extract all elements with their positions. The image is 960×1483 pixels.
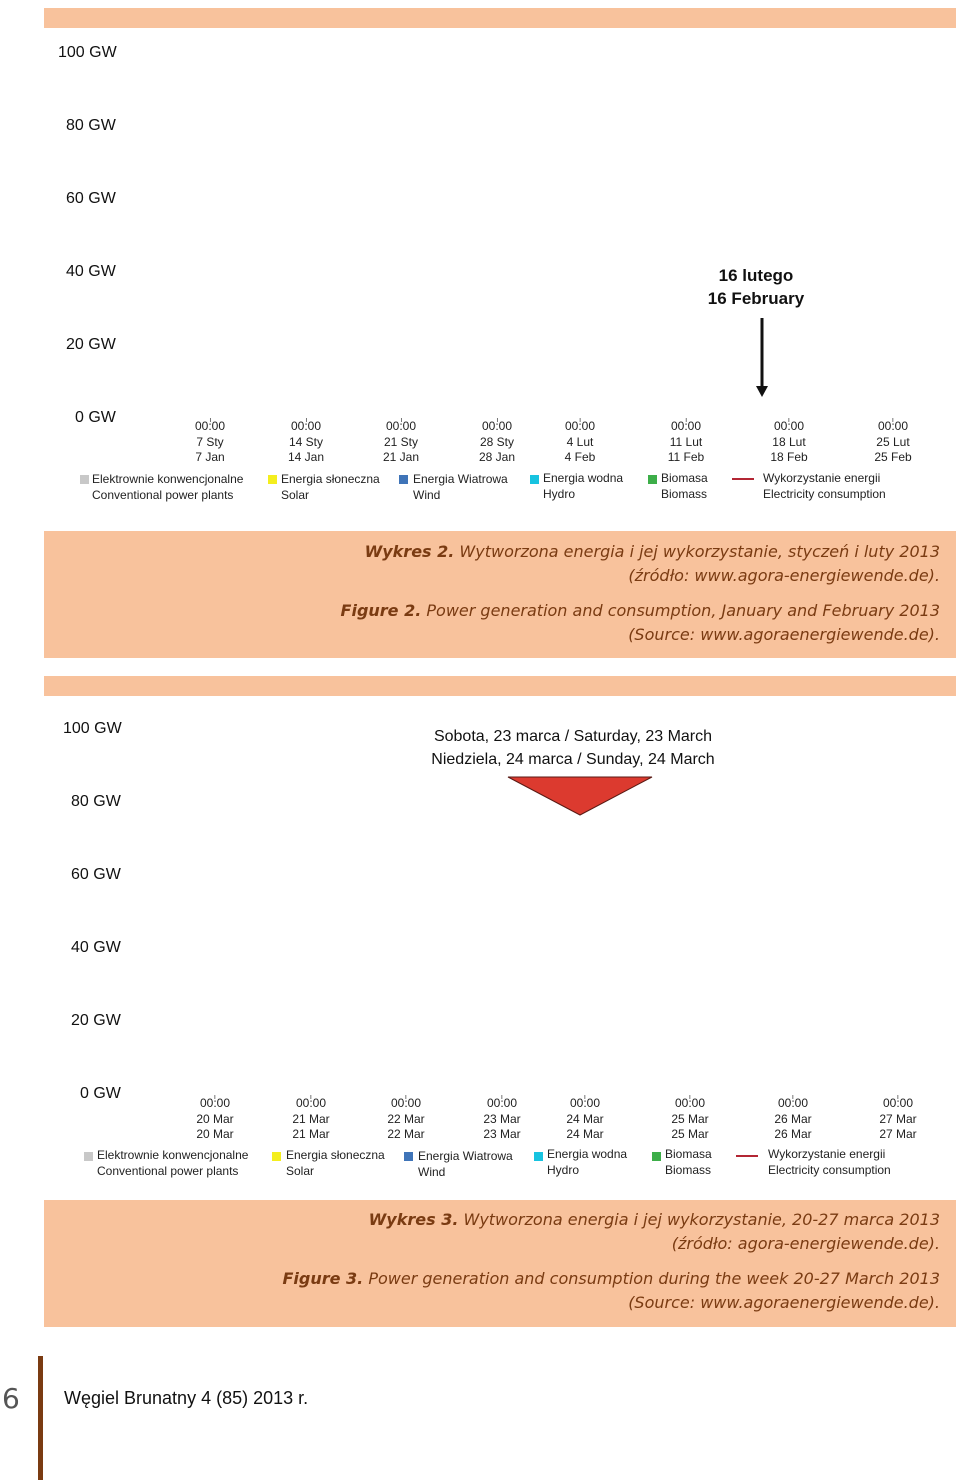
legend-item-solar: Energia słoneczna Solar <box>281 472 380 502</box>
legend-item-biomass: Biomasa Biomass <box>665 1147 712 1177</box>
chart1-annotation-pl: 16 lutego <box>718 266 794 285</box>
chart2-ytick-60: 60 GW <box>71 866 121 883</box>
chart2-ytick-80: 80 GW <box>71 793 121 810</box>
legend-swatch-solar <box>268 475 277 484</box>
legend-item-solar: Energia słoneczna Solar <box>286 1148 385 1178</box>
chart2-header-band <box>44 676 956 696</box>
chart2-xtick: 00:00 23 Mar 23 Mar <box>483 1096 521 1141</box>
legend-swatch-hydro <box>534 1152 543 1161</box>
legend-item-consumption: Wykorzystanie energii Electricity consumption <box>763 471 886 501</box>
chart2-xtick: 00:00 22 Mar 22 Mar <box>387 1096 425 1141</box>
chart2-xtick: 00:00 25 Mar 25 Mar <box>671 1096 709 1141</box>
chart1-ytick-0: 0 GW <box>75 409 116 426</box>
caption-text-en: Power generation and consumption during the week 20-27 March 2013 <box>363 1269 940 1288</box>
legend-item-wind: Energia Wiatrowa Wind <box>413 472 508 502</box>
chart1-annotation-arrow <box>752 318 772 398</box>
caption-text-en: Power generation and consumption, January and February 2013 <box>421 601 940 620</box>
journal-title: Węgiel Brunatny 4 (85) 2013 r. <box>64 1388 309 1408</box>
chart1-ytick-20: 20 GW <box>66 336 116 353</box>
chart2-ytick-100: 100 GW <box>63 720 122 737</box>
chart1-caption <box>341 540 940 647</box>
chart2-annotation <box>431 725 714 771</box>
chart1-xtick: 00:00 7 Sty 7 Jan <box>194 419 226 464</box>
legend-swatch-wind <box>399 475 408 484</box>
chart1-header-band <box>44 8 956 28</box>
chart2-caption <box>282 1208 940 1315</box>
chart1-xtick: 00:00 28 Sty 28 Jan <box>478 419 516 464</box>
chart2-xtick: 00:00 20 Mar 20 Mar <box>196 1096 234 1141</box>
chart1-xtick: 00:00 25 Lut 25 Feb <box>874 419 912 464</box>
chart1-caption-band <box>44 531 956 658</box>
chart1-ytick-60: 60 GW <box>66 190 116 207</box>
chart1-xtick: 00:00 14 Sty 14 Jan <box>287 419 325 464</box>
legend-item-conventional: Elektrownie konwencjonalne Conventional power plants <box>97 1148 249 1178</box>
caption-source-pl: (źródło: agora-energiewende.de). <box>671 1234 940 1253</box>
caption-label-en: Figure 2. <box>340 601 422 620</box>
caption-label-pl: Wykres 2. <box>364 542 455 561</box>
chart2-annotation-arrow <box>507 776 653 816</box>
caption-text-pl: Wytworzona energia i jej wykorzystanie, styczeń i luty 2013 <box>454 542 940 561</box>
chart1-xtick: 00:00 18 Lut 18 Feb <box>770 419 808 464</box>
legend-item-wind: Energia Wiatrowa Wind <box>418 1149 513 1179</box>
chart2-ytick-0: 0 GW <box>80 1085 121 1102</box>
chart1-annotation-en: 16 February <box>707 289 805 308</box>
chart2-caption-band <box>44 1200 956 1327</box>
legend-swatch-biomass <box>652 1152 661 1161</box>
caption-source-en: (Source: www.agoraenergiewende.de). <box>628 625 940 644</box>
chart2-xtick: 00:00 21 Mar 21 Mar <box>292 1096 330 1141</box>
chart2-annotation-sun: Niedziela, 24 marca / Sunday, 24 March <box>431 751 715 768</box>
legend-swatch-wind <box>404 1152 413 1161</box>
chart1-ytick-40: 40 GW <box>66 263 116 280</box>
legend-item-conventional: Elektrownie konwencjonalne Conventional power plants <box>92 472 244 502</box>
page-number: 6 <box>2 1382 20 1415</box>
chart1-xtick: 00:00 11 Lut 11 Feb <box>667 419 705 464</box>
legend-item-biomass: Biomasa Biomass <box>661 471 708 501</box>
legend-item-hydro: Energia wodna Hydro <box>543 471 624 501</box>
chart2-xtick: 00:00 24 Mar 24 Mar <box>566 1096 604 1141</box>
chart1-xtick: 00:00 4 Lut 4 Feb <box>564 419 596 464</box>
caption-text-pl: Wytworzona energia i jej wykorzystanie, 20-27 marca 2013 <box>458 1210 940 1229</box>
legend-swatch-conventional <box>80 475 89 484</box>
chart1-annotation <box>708 264 804 310</box>
legend-swatch-conventional <box>84 1152 93 1161</box>
chart2-xtick: 00:00 27 Mar 27 Mar <box>879 1096 917 1141</box>
chart1-ytick-100: 100 GW <box>58 44 117 61</box>
footer-divider-bar <box>38 1356 43 1480</box>
caption-source-pl: (źródło: www.agora-energiewende.de). <box>628 566 940 585</box>
chart2-ytick-40: 40 GW <box>71 939 121 956</box>
caption-label-pl: Wykres 3. <box>368 1210 459 1229</box>
legend-swatch-consumption <box>732 478 754 480</box>
caption-source-en: (Source: www.agoraenergiewende.de). <box>628 1293 940 1312</box>
legend-swatch-consumption <box>736 1155 758 1157</box>
legend-item-hydro: Energia wodna Hydro <box>547 1147 628 1177</box>
caption-label-en: Figure 3. <box>282 1269 364 1288</box>
legend-swatch-biomass <box>648 475 657 484</box>
legend-swatch-hydro <box>530 475 539 484</box>
legend-swatch-solar <box>272 1152 281 1161</box>
chart2-xtick: 00:00 26 Mar 26 Mar <box>774 1096 812 1141</box>
chart2-ytick-20: 20 GW <box>71 1012 121 1029</box>
legend-item-consumption: Wykorzystanie energii Electricity consumption <box>768 1147 891 1177</box>
chart2-annotation-sat: Sobota, 23 marca / Saturday, 23 March <box>433 728 713 745</box>
chart1-xtick: 00:00 21 Sty 21 Jan <box>382 419 420 464</box>
chart1-ytick-80: 80 GW <box>66 117 116 134</box>
